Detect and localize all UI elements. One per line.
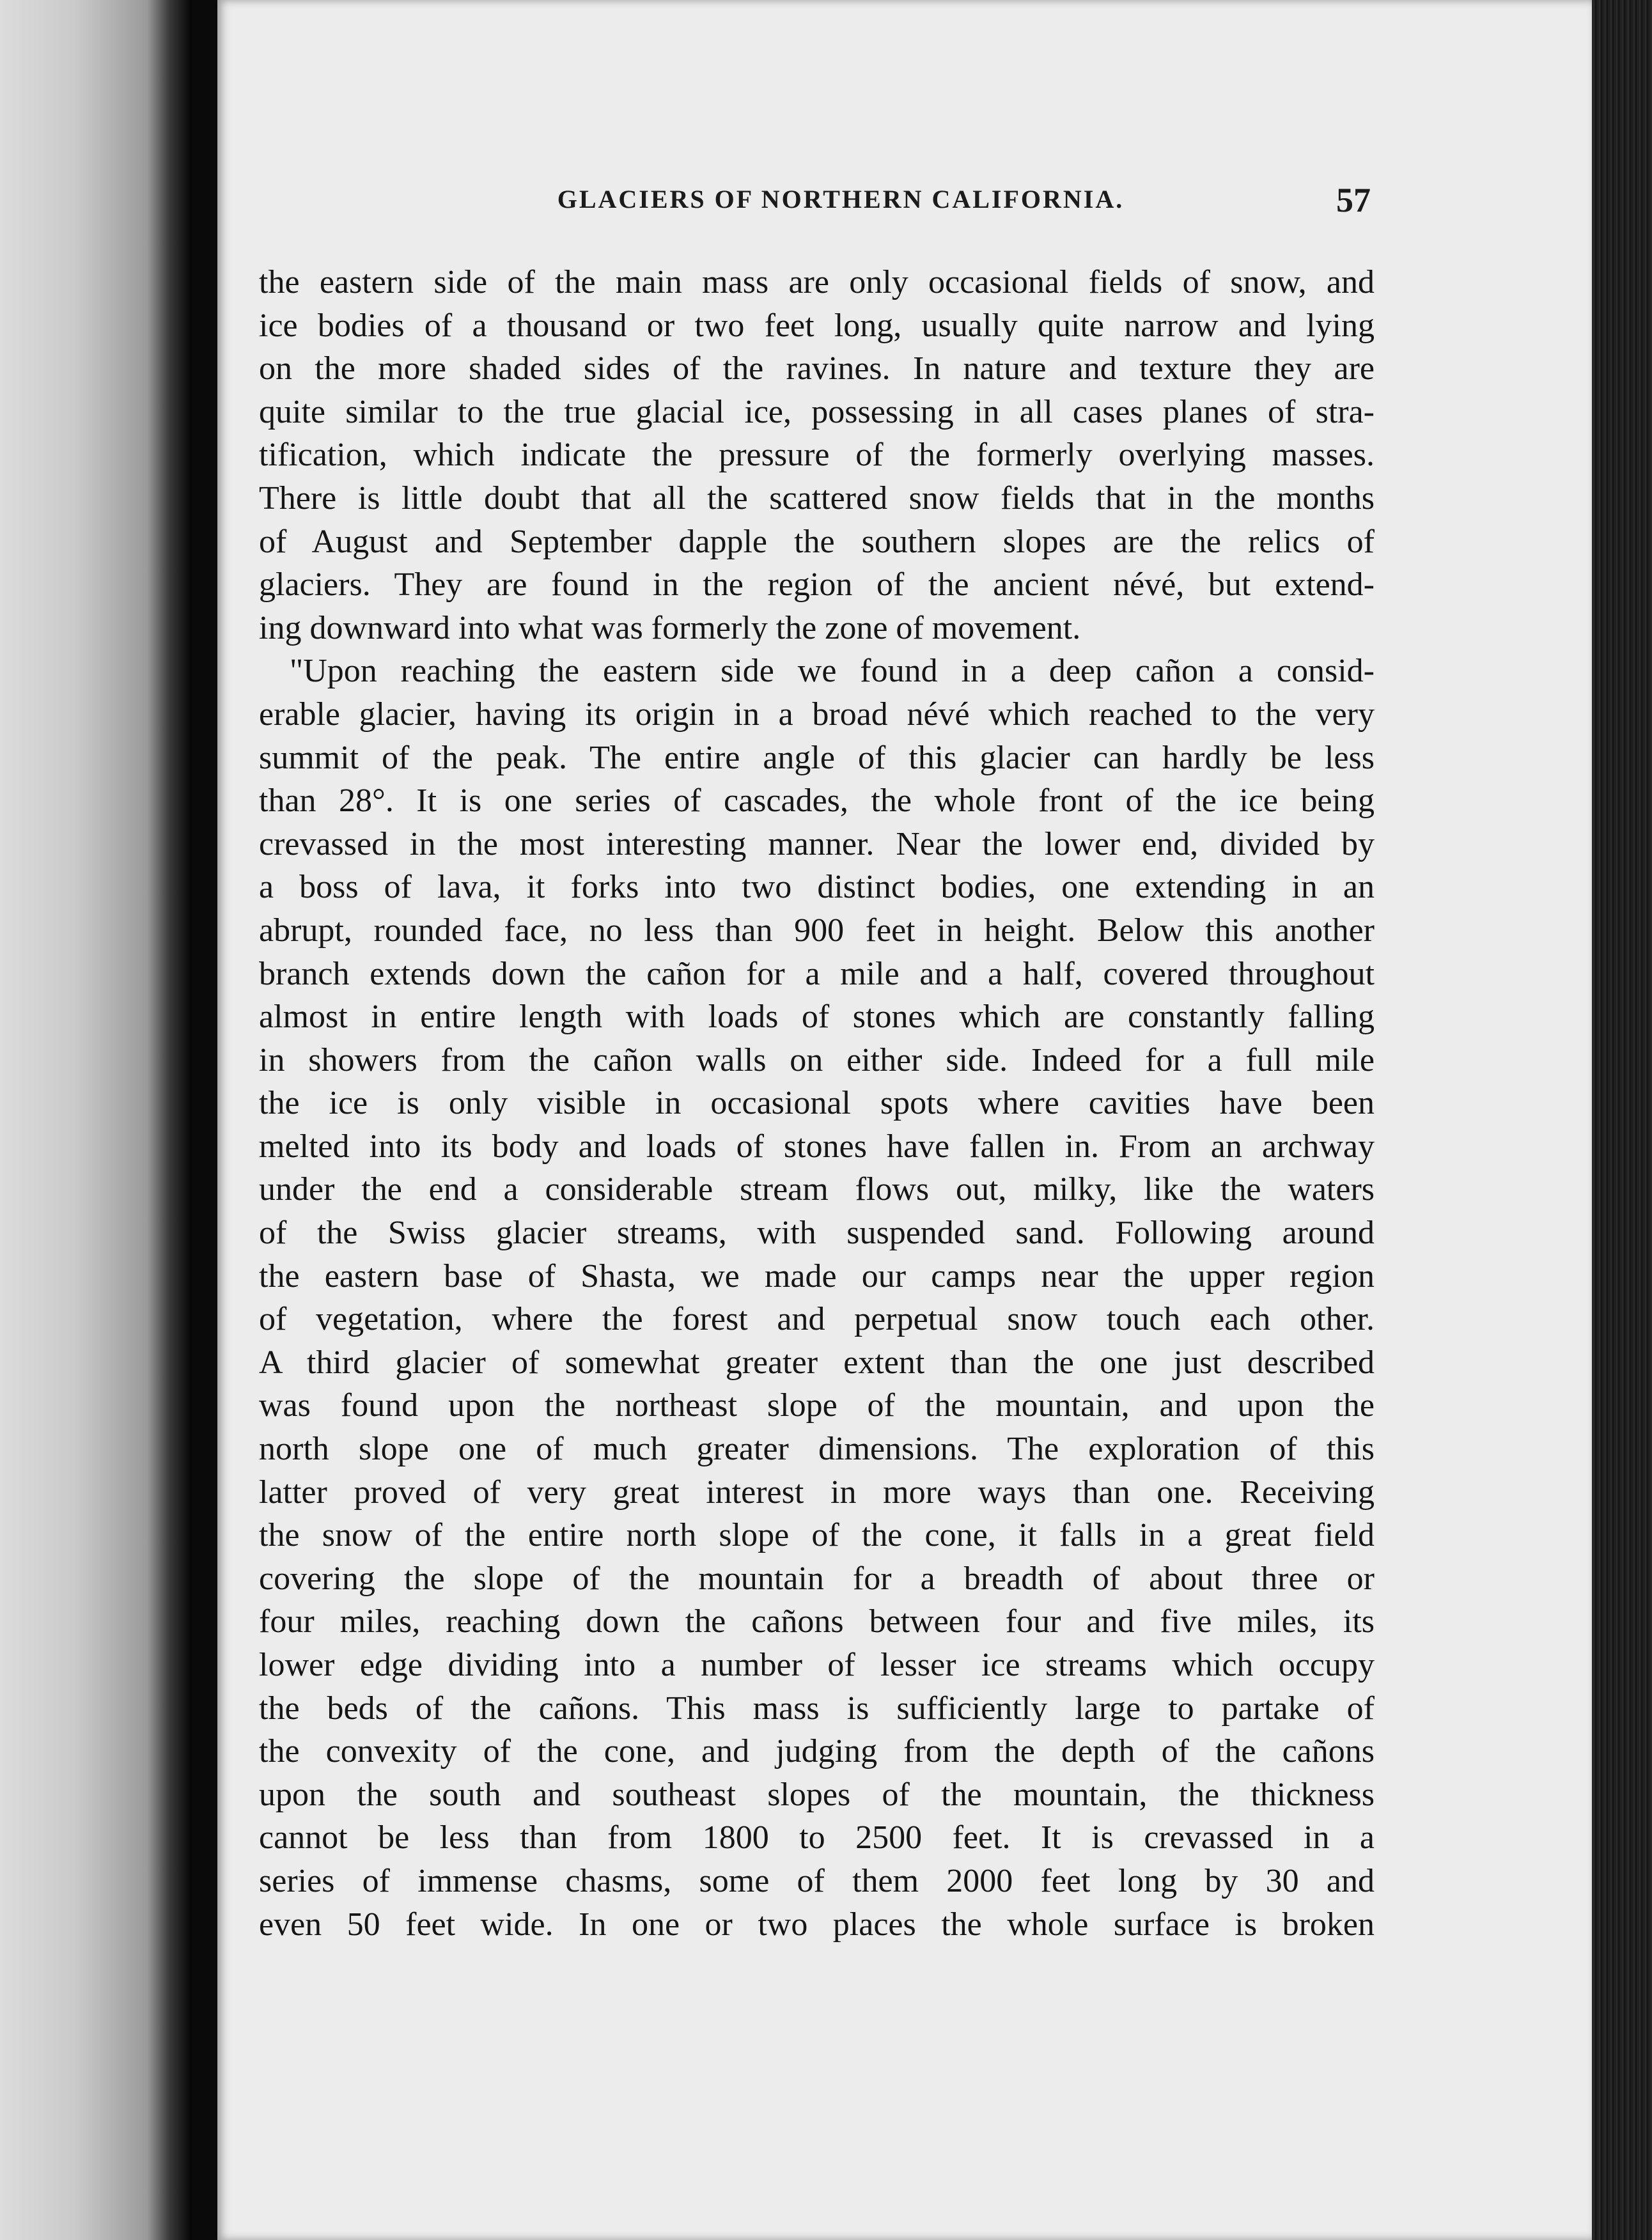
text-line: was found upon the northeast slope of the mountain, and upon the	[259, 1387, 1375, 1424]
text-line: a boss of lava, it forks into two distinct bodies, one extending in an	[259, 869, 1375, 906]
text-line: under the end a considerable stream flows out, milky, like the waters	[259, 1171, 1375, 1208]
text-line: the eastern base of Shasta, we made our camps near the upper region	[259, 1257, 1375, 1295]
text-line: north slope one of much greater dimensions. The exploration of this	[259, 1431, 1375, 1468]
text-line: upon the south and southeast slopes of the mountain, the thickness	[259, 1776, 1375, 1813]
text-line: the eastern side of the main mass are only occasional fields of snow, and	[259, 264, 1375, 300]
text-line: the beds of the cañons. This mass is sufficiently large to partake of	[259, 1690, 1375, 1727]
text-line: the convexity of the cone, and judging from the depth of the cañons	[259, 1733, 1375, 1770]
text-line: cannot be less than from 1800 to 2500 feet. It is crevassed in a	[259, 1819, 1375, 1856]
text-line: glaciers. They are found in the region of the ancient névé, but extend-	[259, 566, 1375, 603]
text-line: on the more shaded sides of the ravines. In nature and texture they are	[259, 350, 1375, 387]
text-line: than 28°. It is one series of cascades, the whole front of the ice being	[259, 782, 1375, 820]
text-line: summit of the peak. The entire angle of this glacier can hardly be less	[259, 739, 1375, 776]
text-line: of the Swiss glacier streams, with suspended sand. Following around	[259, 1215, 1375, 1252]
text-line: almost in entire length with loads of stones which are constantly falling	[259, 999, 1375, 1036]
text-line: "Upon reaching the eastern side we found in a deep cañon a consid-	[290, 653, 1375, 690]
running-head: GLACIERS OF NORTHERN CALIFORNIA.	[557, 185, 1125, 214]
text-line: melted into its body and loads of stones have fallen in. From an archway	[259, 1128, 1375, 1165]
text-line: There is little doubt that all the scattered snow fields that in the months	[259, 479, 1375, 517]
body-text	[259, 261, 1375, 1946]
text-line: branch extends down the cañon for a mile and a half, covered throughout	[259, 955, 1375, 992]
text-line: even 50 feet wide. In one or two places the whole surface is broken	[259, 1906, 1375, 1943]
text-line: lower edge dividing into a number of lesser ice streams which occupy	[259, 1647, 1375, 1683]
page-block-edge	[1592, 0, 1652, 2240]
text-line: the snow of the entire north slope of the cone, it falls in a great field	[259, 1517, 1375, 1554]
text-line: quite similar to the true glacial ice, possessing in all cases planes of stra-	[259, 393, 1375, 430]
text-line: erable glacier, having its origin in a broad névé which reached to the very	[259, 696, 1375, 733]
text-line: covering the slope of the mountain for a breadth of about three or	[259, 1560, 1375, 1597]
text-line: the ice is only visible in occasional spots where cavities have been	[259, 1085, 1375, 1122]
text-line: four miles, reaching down the cañons between four and five miles, its	[259, 1603, 1375, 1640]
text-line: ing downward into what was formerly the zone of movement.	[259, 609, 1081, 646]
text-line: in showers from the cañon walls on either side. Indeed for a full mile	[259, 1041, 1375, 1078]
text-line: series of immense chasms, some of them 2000 feet long by 30 and	[259, 1862, 1375, 1899]
book-gutter	[0, 0, 192, 2240]
page-number: 57	[1336, 181, 1371, 219]
text-line: of August and September dapple the southern slopes are the relics of	[259, 523, 1375, 560]
text-line: ice bodies of a thousand or two feet long, usually quite narrow and lying	[259, 307, 1375, 344]
text-line: A third glacier of somewhat greater extent than the one just described	[259, 1344, 1375, 1381]
text-line: crevassed in the most interesting manner. Near the lower end, divided by	[259, 825, 1375, 862]
text-line: of vegetation, where the forest and perpetual snow touch each other.	[259, 1301, 1375, 1338]
text-line: tification, which indicate the pressure of the formerly overlying masses.	[259, 437, 1375, 474]
text-line: abrupt, rounded face, no less than 900 feet in height. Below this another	[259, 912, 1375, 949]
text-line: latter proved of very great interest in more ways than one. Receiving	[259, 1474, 1375, 1511]
